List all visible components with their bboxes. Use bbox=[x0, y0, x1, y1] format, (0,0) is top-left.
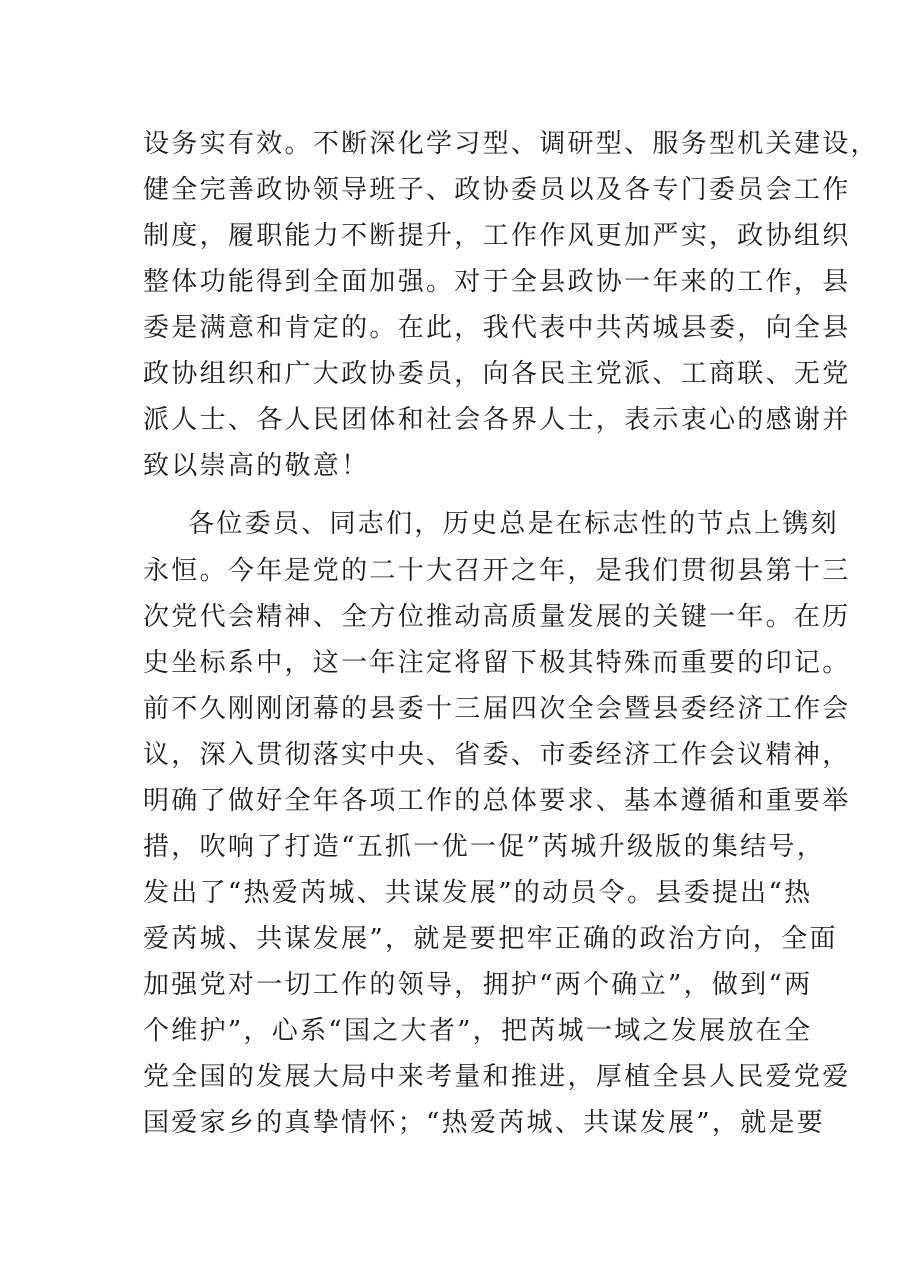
text-line: 国爱家乡的真挚情怀；“热爱芮城、共谋发展”，就是要 bbox=[143, 1108, 826, 1138]
text-line: 整体功能得到全面加强。对于全县政协一年来的工作，县 bbox=[143, 267, 851, 297]
text-line: 健全完善政协领导班子、政协委员以及各专门委员会工作 bbox=[143, 175, 851, 205]
text-line: 史坐标系中，这一年注定将留下极其特殊而重要的印记。 bbox=[143, 648, 851, 678]
text-line: 加强党对一切工作的领导，拥护“两个确立”，做到“两 bbox=[143, 970, 813, 1000]
text-line: 措，吹响了打造“五抓一优一促”芮城升级版的集结号， bbox=[143, 832, 826, 862]
text-line: 政协组织和广大政协委员，向各民主党派、工商联、无党 bbox=[143, 359, 851, 389]
text-line: 发出了“热爱芮城、共谋发展”的动员令。县委提出“热 bbox=[143, 878, 813, 908]
text-line: 设务实有效。不断深化学习型、调研型、服务型机关建设， bbox=[143, 129, 879, 159]
paragraph-first-line: 各位委员、同志们，历史总是在标志性的节点上镌刻 bbox=[188, 509, 839, 539]
text-line: 爱芮城、共谋发展”，就是要把牢正确的政治方向，全面 bbox=[143, 924, 838, 954]
text-line: 委是满意和肯定的。在此，我代表中共芮城县委，向全县 bbox=[143, 313, 851, 343]
text-line: 党全国的发展大局中来考量和推进，厚植全县人民爱党爱 bbox=[143, 1062, 851, 1092]
text-line: 议，深入贯彻落实中央、省委、市委经济工作会议精神， bbox=[143, 740, 851, 770]
text-line: 次党代会精神、全方位推动高质量发展的关键一年。在历 bbox=[143, 602, 851, 632]
text-line: 永恒。今年是党的二十大召开之年，是我们贯彻县第十三 bbox=[143, 556, 851, 586]
text-line: 派人士、各人民团体和社会各界人士，表示衷心的感谢并 bbox=[143, 405, 851, 435]
text-line: 致以崇高的敬意！ bbox=[143, 451, 370, 481]
text-line: 个维护”，心系“国之大者”，把芮城一域之发展放在全 bbox=[143, 1016, 813, 1046]
text-line: 制度，履职能力不断提升，工作作风更加严实，政协组织 bbox=[143, 221, 851, 251]
text-line: 前不久刚刚闭幕的县委十三届四次全会暨县委经济工作会 bbox=[143, 694, 851, 724]
text-line: 明确了做好全年各项工作的总体要求、基本遵循和重要举 bbox=[143, 786, 851, 816]
